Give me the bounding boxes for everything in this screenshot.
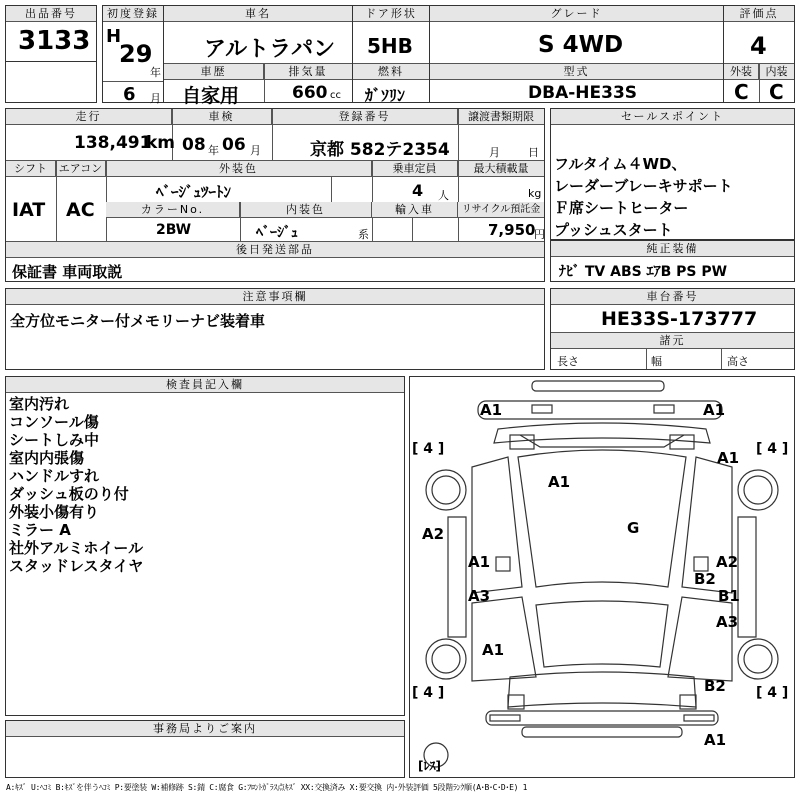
damage-mark: A1: [703, 401, 726, 419]
car-diagram: [409, 376, 795, 778]
inspector-line: コンソール傷: [9, 413, 99, 431]
score-value: 4: [750, 32, 767, 60]
mileage-unit: km: [146, 133, 176, 153]
import-label: 輸入車: [372, 202, 458, 218]
inspector-line: 室内汚れ: [9, 395, 70, 413]
inspector-line: ハンドルすれ: [9, 467, 100, 485]
tire-mark-front-left: [ 4 ]: [412, 441, 445, 457]
shift-label: シフト: [6, 161, 56, 177]
recycle-unit: 円: [534, 228, 545, 241]
exterior-label: 外装: [724, 64, 759, 80]
ac-label: エアコン: [56, 161, 106, 177]
recycle-value: 7,950: [488, 221, 536, 239]
damage-mark: A1: [548, 473, 571, 491]
mileage-label: 走行: [6, 109, 172, 125]
interior-value: C: [769, 80, 784, 104]
plate-value: 京都 582テ2354: [310, 140, 450, 160]
model-label: 型式: [430, 64, 723, 80]
lot-value: 3133: [18, 26, 91, 56]
notes-value: 全方位モニター付メモリーナビ装着車: [10, 312, 266, 330]
sales-line: Ｆ席シートヒーター: [554, 199, 689, 217]
score-box: [723, 5, 795, 103]
ext-color-value: ﾍﾞｰｼﾞｭﾂｰﾄﾝ: [156, 183, 232, 201]
inspector-line: ダッシュ板のり付: [9, 485, 129, 503]
damage-mark: A1: [482, 641, 505, 659]
car-name-box: [163, 5, 353, 107]
damage-mark: A3: [468, 587, 491, 605]
insp-month-unit: 月: [250, 144, 261, 157]
car-outline: [410, 377, 794, 777]
notes-box: [5, 288, 545, 370]
sales-label: セールスポイント: [551, 109, 794, 125]
capacity-label: 乗車定員: [372, 161, 458, 177]
car-name-label: 車名: [164, 6, 352, 22]
shift-value: IAT: [12, 199, 46, 221]
capacity-unit: 人: [438, 189, 449, 202]
int-color-label: 内装色: [240, 202, 372, 218]
grade-box: [429, 5, 724, 103]
insp-year-unit: 年: [208, 144, 219, 157]
office-box: [5, 720, 405, 778]
sales-line: フルタイム４WD、: [554, 155, 687, 173]
inspector-line: 社外アルミホイール: [9, 539, 144, 557]
dims-length: 長さ: [557, 355, 579, 368]
later-parts-label: 後日発送部品: [6, 242, 544, 258]
door-box: [352, 5, 430, 103]
door-value: 5HB: [367, 34, 413, 58]
tire-mark-rear-right: [ 4 ]: [756, 685, 789, 701]
dims-height: 高さ: [727, 355, 749, 368]
sales-box: [550, 108, 795, 240]
damage-mark: B2: [694, 570, 716, 588]
model-value: DBA-HE33S: [528, 83, 638, 103]
genuine-box: [550, 240, 795, 282]
exterior-value: C: [734, 80, 749, 104]
damage-mark: B1: [718, 587, 740, 605]
year-unit: 年: [150, 66, 161, 79]
first-reg-label: 初度登録: [103, 6, 163, 22]
inspector-line: シートしみ中: [9, 431, 100, 449]
history-label: 車歴: [164, 64, 264, 80]
history-value: 自家用: [182, 85, 240, 107]
damage-mark: A1: [704, 731, 727, 749]
chassis-value: HE33S-173777: [601, 308, 758, 330]
chassis-label: 車台番号: [551, 289, 794, 305]
door-label: ドア形状: [353, 6, 429, 22]
transfer-day-unit: 日: [528, 146, 539, 159]
int-color-unit: 系: [358, 228, 369, 241]
transfer-label: 譲渡書類期限: [458, 109, 544, 125]
plate-label: 登録番号: [272, 109, 458, 125]
lot-label: 出品番号: [6, 6, 96, 22]
insp-year: 08: [182, 135, 206, 155]
damage-mark: A1: [717, 449, 740, 467]
tire-mark-rear-left: [ 4 ]: [412, 685, 445, 701]
year-value: 29: [119, 40, 153, 68]
fuel-label: 燃料: [353, 64, 429, 80]
damage-mark: A1: [468, 553, 491, 571]
lot-box: [5, 5, 97, 62]
inspection-label: 車検: [172, 109, 272, 125]
first-reg-box: [102, 5, 164, 103]
genuine-value: ﾅﾋﾞ TV ABS ｴｱB PS PW: [559, 264, 728, 280]
damage-mark: A1: [480, 401, 503, 419]
row2-box: [5, 108, 545, 282]
capacity-value: 4: [412, 181, 424, 200]
max-load-unit: kg: [528, 187, 542, 200]
sales-line: プッシュスタート: [554, 221, 673, 239]
displacement-unit: cc: [330, 90, 341, 101]
office-label: 事務局よりご案内: [6, 721, 404, 737]
dims-width: 幅: [651, 355, 662, 368]
inspector-line: 室内内張傷: [9, 449, 85, 467]
mileage-value: 138,491: [74, 133, 152, 153]
color-no-value: 2BW: [156, 222, 192, 238]
ext-color-label: 外装色: [106, 161, 372, 177]
car-name-value: アルトラパン: [204, 37, 336, 62]
month-unit: 月: [150, 92, 161, 105]
inspector-label: 検査員記入欄: [6, 377, 404, 393]
month-value: 6: [123, 84, 136, 105]
era-value: H: [106, 26, 122, 47]
interior-label: 内装: [759, 64, 794, 80]
legend: A:ｷｽﾞ U:ﾍｺﾐ B:ｷｽﾞを伴うﾍｺﾐ P:要塗装 W:補修跡 S:錆 C:腐食 G:ﾌﾛﾝﾄｶﾞﾗｽ点ｷｽﾞ XX:交換済み X:要交換 内･外装評価 5段階ﾗﾝｸ順(A･B･C･D･E) 1: [6, 783, 528, 792]
dims-label: 諸元: [551, 332, 794, 349]
damage-mark: G: [627, 519, 640, 537]
grade-label: グレード: [430, 6, 723, 22]
sales-lines: [554, 153, 733, 241]
tire-mark-front-right: [ 4 ]: [756, 441, 789, 457]
int-color-value: ﾍﾞｰｼﾞｭ: [256, 225, 298, 241]
displacement-value: 660: [292, 83, 328, 103]
score-label: 評価点: [724, 6, 794, 22]
damage-mark: A3: [716, 613, 739, 631]
ac-value: AC: [66, 199, 95, 221]
grade-value: S 4WD: [538, 32, 624, 58]
recycle-label: リサイクル預託金: [458, 202, 544, 218]
damage-mark: A2: [716, 553, 739, 571]
genuine-label: 純正装備: [551, 241, 794, 257]
damage-mark: B2: [704, 677, 726, 695]
sales-line: レーダーブレーキサポート: [554, 177, 733, 195]
transfer-month-unit: 月: [489, 146, 500, 159]
insp-month: 06: [222, 135, 246, 155]
inspector-box: [5, 376, 405, 716]
inspector-lines: [9, 395, 143, 575]
damage-mark: A2: [422, 525, 445, 543]
notes-label: 注意事項欄: [6, 289, 544, 305]
inspector-line: ミラー A: [9, 521, 71, 539]
max-load-label: 最大積載量: [458, 161, 544, 177]
chassis-box: [550, 288, 795, 370]
inspector-line: 外装小傷有り: [9, 503, 100, 521]
spare-label: [ﾚｽ]: [418, 759, 441, 773]
displacement-label: 排気量: [264, 64, 352, 80]
lot-blank-box: [5, 61, 97, 103]
inspector-line: スタッドレスタイヤ: [9, 557, 144, 575]
fuel-value: ｶﾞｿﾘﾝ: [365, 86, 406, 105]
color-no-label: カラーNo.: [106, 202, 240, 218]
later-parts-value: 保証書 車両取説: [12, 263, 123, 281]
